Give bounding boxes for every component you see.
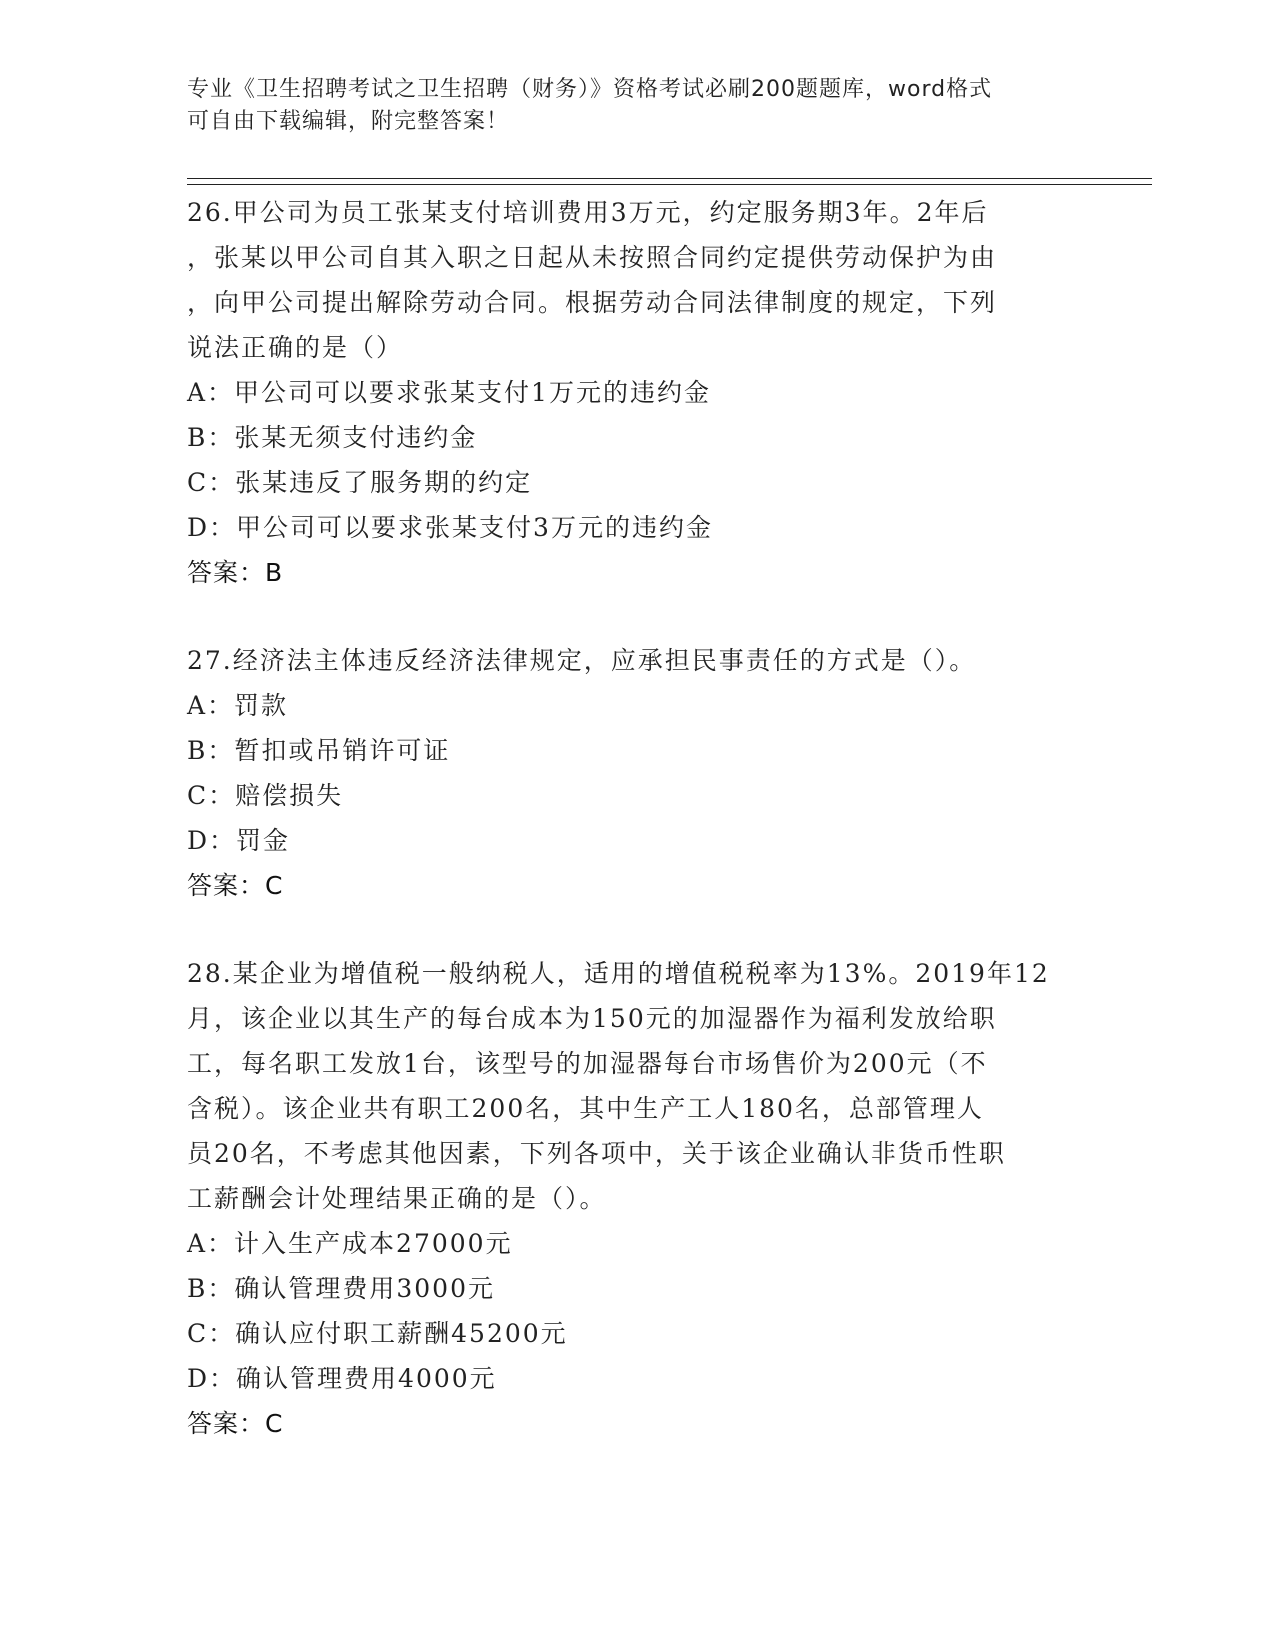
option-a: A：计入生产成本27000元 — [187, 1229, 513, 1258]
document-header — [187, 74, 1067, 138]
question-28 — [187, 951, 1087, 1447]
option-b: B：张某无须支付违约金 — [187, 423, 478, 452]
question-stem-line: 工，每名职工发放1台，该型号的加湿器每台市场售价为200元（不 — [187, 1049, 988, 1078]
question-27 — [187, 638, 1087, 909]
question-stem-line: ，张某以甲公司自其入职之日起从未按照合同约定提供劳动保护为由 — [187, 243, 998, 272]
option-a: A：罚款 — [187, 691, 289, 720]
question-spacer — [187, 909, 1087, 951]
option-d: D：确认管理费用4000元 — [187, 1364, 497, 1393]
option-c: C：张某违反了服务期的约定 — [187, 468, 533, 497]
header-divider-top — [187, 178, 1152, 179]
question-stem-line: 月，该企业以其生产的每台成本为150元的加湿器作为福利发放给职 — [187, 1004, 997, 1033]
answer-label: 答案：C — [187, 871, 284, 900]
answer-label: 答案：C — [187, 1409, 284, 1438]
header-line-2: 可自由下载编辑，附完整答案！ — [187, 109, 510, 134]
answer-label: 答案：B — [187, 558, 284, 587]
question-stem-line: 员20名，不考虑其他因素，下列各项中，关于该企业确认非货币性职 — [187, 1139, 1006, 1168]
question-stem-line: 26.甲公司为员工张某支付培训费用3万元，约定服务期3年。2年后 — [187, 198, 989, 227]
question-stem-line: 27.经济法主体违反经济法律规定，应承担民事责任的方式是（）。 — [187, 646, 977, 675]
option-d: D：罚金 — [187, 826, 291, 855]
question-stem-line: 说法正确的是（） — [187, 333, 404, 362]
question-stem-line: 28.某企业为增值税一般纳税人，适用的增值税税率为13%。2019年12 — [187, 959, 1050, 988]
option-a: A：甲公司可以要求张某支付1万元的违约金 — [187, 378, 711, 407]
question-26 — [187, 190, 1087, 596]
header-divider-bottom — [187, 184, 1152, 185]
question-stem-line: 含税）。该企业共有职工200名，其中生产工人180名，总部管理人 — [187, 1094, 984, 1123]
question-stem-line: ，向甲公司提出解除劳动合同。根据劳动合同法律制度的规定，下列 — [187, 288, 998, 317]
option-c: C：赔偿损失 — [187, 781, 344, 810]
question-spacer — [187, 596, 1087, 638]
option-d: D：甲公司可以要求张某支付3万元的违约金 — [187, 513, 713, 542]
option-b: B：暂扣或吊销许可证 — [187, 736, 451, 765]
header-line-1: 专业《卫生招聘考试之卫生招聘（财务）》资格考试必刷200题题库，word格式 — [187, 77, 993, 102]
option-c: C：确认应付职工薪酬45200元 — [187, 1319, 568, 1348]
option-b: B：确认管理费用3000元 — [187, 1274, 495, 1303]
question-list — [187, 190, 1087, 1447]
question-stem-line: 工薪酬会计处理结果正确的是（）。 — [187, 1184, 607, 1213]
